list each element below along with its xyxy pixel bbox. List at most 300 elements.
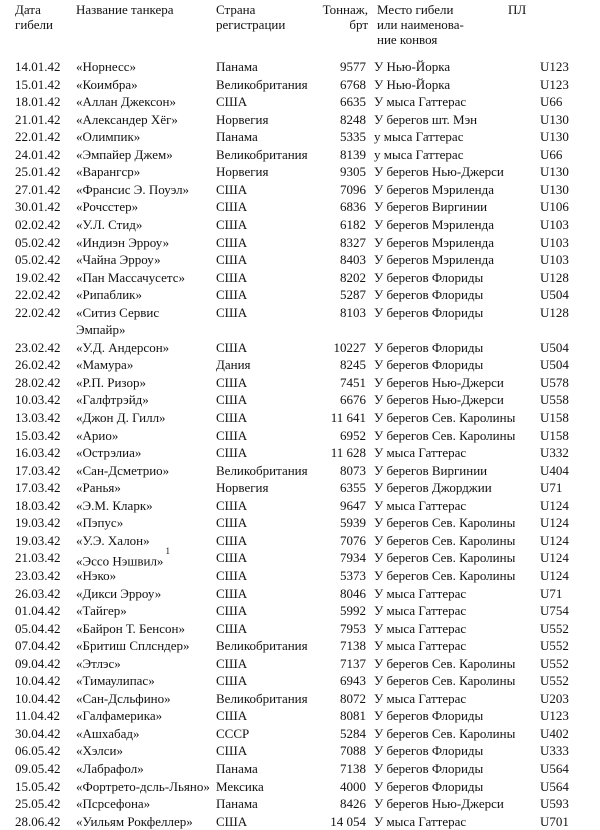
row-country: США — [216, 234, 248, 250]
row-place: У берегов Флориды — [374, 357, 484, 373]
row-date: 26.02.42 — [15, 357, 61, 373]
row-date: 10.04.42 — [15, 690, 61, 706]
row-tanker-name: «У.Э. Халон» — [76, 532, 150, 548]
row-date: 30.01.42 — [15, 199, 61, 215]
row-date: 23.03.42 — [15, 567, 61, 583]
row-tonnage: 8245 — [340, 357, 366, 373]
row-submarine: U124 — [540, 497, 569, 513]
table-row — [0, 620, 600, 637]
table-row — [0, 374, 600, 391]
table-row — [0, 251, 600, 268]
row-tonnage: 6768 — [340, 76, 366, 92]
row-date: 09.05.42 — [15, 761, 61, 776]
row-submarine: U130 — [540, 111, 569, 127]
row-tonnage: 7138 — [340, 638, 366, 654]
row-country: США — [216, 813, 248, 829]
table-row — [0, 742, 600, 759]
row-place: У берегов Сев. Каролины — [374, 532, 516, 548]
row-submarine: U130 — [540, 164, 569, 180]
table-row — [0, 760, 600, 777]
row-tonnage: 8202 — [340, 269, 366, 285]
row-place: У берегов Сев. Каролины — [374, 550, 516, 566]
row-date: 11.04.42 — [15, 708, 61, 724]
row-country: США — [216, 216, 248, 232]
table-row — [0, 269, 600, 286]
row-country: США — [216, 339, 248, 355]
row-place: У берегов Флориды — [374, 778, 484, 794]
row-tanker-name: «Пан Массачусетс» — [76, 269, 185, 285]
row-date: 07.04.42 — [15, 638, 61, 654]
table-row — [0, 58, 600, 75]
row-date: 30.04.42 — [15, 725, 61, 741]
row-place: У берегов Сев. Каролины — [374, 515, 516, 531]
row-date: 22.02.42 — [15, 287, 61, 303]
row-date: 17.03.42 — [15, 480, 61, 496]
row-tanker-name: «Тимаулипас» — [76, 673, 155, 689]
table-row — [0, 356, 600, 373]
row-tonnage: 5373 — [340, 567, 366, 583]
footnote-marker: 1 — [165, 546, 170, 557]
row-tanker-name: «Александер Хёг» — [76, 111, 178, 127]
row-tonnage: 6635 — [340, 94, 366, 110]
row-submarine: U66 — [540, 94, 563, 110]
row-date: 15.03.42 — [15, 427, 61, 443]
row-tonnage: 7096 — [340, 181, 366, 197]
row-place: У берегов Сев. Каролины — [374, 673, 516, 689]
row-tonnage: 6355 — [340, 480, 366, 496]
row-tonnage: 5284 — [340, 725, 366, 741]
row-country: Великобритания — [216, 638, 308, 654]
table-row — [0, 146, 600, 163]
row-tonnage: 8327 — [340, 234, 366, 250]
row-tonnage: 6952 — [340, 427, 366, 443]
row-country: США — [216, 708, 248, 724]
row-country: Мексика — [216, 778, 264, 794]
row-submarine: U130 — [540, 181, 569, 197]
table-row — [0, 585, 600, 602]
row-tonnage: 9577 — [340, 59, 366, 74]
table-row — [0, 690, 600, 707]
row-country: Панама — [216, 761, 258, 776]
row-country: Великобритания — [216, 462, 308, 478]
table-row — [0, 427, 600, 444]
row-submarine: U124 — [540, 567, 569, 583]
row-country: Панама — [216, 796, 258, 812]
row-place: У Нью-Йорка — [374, 76, 451, 92]
row-place: У мыса Гаттерас — [374, 813, 467, 829]
row-date: 09.04.42 — [15, 655, 61, 671]
row-country: США — [216, 392, 248, 408]
row-date: 19.03.42 — [15, 515, 61, 531]
row-date: 10.04.42 — [15, 673, 61, 689]
header-country: Страна регистрации — [216, 2, 286, 32]
row-tonnage: 8072 — [340, 690, 366, 706]
row-submarine: U71 — [540, 585, 563, 601]
row-tanker-name: «Олимпик» — [76, 129, 141, 145]
row-country: США — [216, 374, 248, 390]
row-tanker-name: «Хэлси» — [76, 743, 123, 759]
table-row — [0, 546, 600, 569]
row-place: У берегов Сев. Каролины — [374, 655, 516, 671]
row-tanker-name: «Р.П. Ризор» — [76, 374, 146, 390]
row-tonnage: 7953 — [340, 620, 366, 636]
row-date: 05.02.42 — [15, 252, 61, 268]
row-submarine: U552 — [540, 673, 569, 689]
row-tanker-name: «Коимбра» — [76, 76, 138, 92]
row-tonnage: 6943 — [340, 673, 366, 689]
row-date: 02.02.42 — [15, 216, 61, 232]
row-country: США — [216, 603, 248, 619]
row-tanker-name: «У.Л. Стид» — [76, 216, 143, 232]
row-tanker-name: «Мамура» — [76, 357, 134, 373]
row-tonnage: 7076 — [340, 532, 366, 548]
row-tonnage: 14 054 — [330, 813, 366, 829]
row-country: Панама — [216, 129, 258, 145]
table-row — [0, 602, 600, 619]
row-tanker-name: «Бритиш Сплсндер» — [76, 638, 190, 654]
row-submarine: U130 — [540, 129, 569, 145]
row-tanker-name: «Э.М. Кларк» — [76, 497, 153, 513]
row-tonnage: 9305 — [340, 164, 366, 180]
row-place: У мыса Гаттерас — [374, 603, 467, 619]
row-tonnage: 5287 — [340, 287, 366, 303]
row-tonnage: 11 641 — [330, 410, 366, 425]
row-submarine: U106 — [540, 199, 569, 215]
row-place: У берегов шт. Мэн — [374, 111, 478, 127]
row-submarine: U504 — [540, 339, 569, 355]
row-submarine: U103 — [540, 252, 569, 268]
row-tonnage: 8248 — [340, 111, 366, 127]
row-place: У мыса Гаттерас — [374, 585, 467, 601]
row-date: 21.01.42 — [15, 111, 61, 127]
row-country: США — [216, 743, 248, 759]
row-submarine: U123 — [540, 708, 569, 724]
row-submarine: U701 — [540, 813, 569, 829]
table-row — [0, 181, 600, 198]
row-tanker-name: «Арио» — [76, 427, 119, 443]
row-tanker-name: «Рипаблик» — [76, 287, 142, 303]
row-submarine: U754 — [540, 603, 569, 619]
row-place: У берегов Виргинии — [374, 462, 488, 478]
row-tanker-name: «Эссо Нэшвил»$^1$ — [76, 546, 170, 569]
row-submarine: U128 — [540, 269, 569, 285]
table-row — [0, 216, 600, 233]
row-place: у мыса Гаттерас — [374, 129, 464, 145]
row-place: У берегов Виргинии — [374, 199, 488, 215]
row-date: 26.03.42 — [15, 585, 61, 601]
row-place: У берегов Флориды — [374, 708, 484, 724]
table-row — [0, 76, 600, 93]
row-country: США — [216, 585, 248, 601]
row-tonnage: 8139 — [340, 146, 366, 162]
row-tanker-name: «Дикси Эрроу» — [76, 585, 162, 601]
table-row — [0, 479, 600, 496]
row-place: У Нью-Йорка — [374, 59, 451, 74]
table-row — [0, 497, 600, 514]
row-tonnage: 7451 — [340, 374, 366, 390]
header-sub: ПЛ — [508, 2, 527, 17]
row-place: У берегов Флориды — [374, 761, 484, 776]
row-place: У берегов Флориды — [374, 287, 484, 303]
row-submarine: U124 — [540, 532, 569, 548]
row-submarine: U558 — [540, 392, 569, 408]
row-date: 21.03.42 — [15, 550, 61, 566]
row-place: У берегов Флориды — [374, 269, 484, 285]
row-tanker-name: «Эмпайер Джем» — [76, 146, 173, 162]
row-submarine: U504 — [540, 357, 569, 373]
row-tanker-name: «Уильям Рокфеллер» — [76, 813, 193, 829]
row-country: США — [216, 304, 248, 320]
table-row — [0, 655, 600, 672]
table-row — [0, 391, 600, 408]
row-tonnage: 8426 — [340, 796, 366, 812]
row-tanker-name: «Сан-Дсметрио» — [76, 462, 170, 478]
row-tanker-name: «Норнесс» — [76, 59, 136, 74]
row-date: 19.02.42 — [15, 269, 61, 285]
row-tanker-name: «Аллан Джексон» — [76, 94, 177, 110]
row-place: У берегов Нью-Джерси — [374, 164, 504, 180]
row-date: 23.02.42 — [15, 339, 61, 355]
row-date: 19.03.42 — [15, 532, 61, 548]
row-date: 15.05.42 — [15, 778, 61, 794]
row-submarine: U402 — [540, 725, 569, 741]
table-row — [0, 286, 600, 303]
row-date: 22.02.42 — [15, 304, 61, 320]
row-place: У берегов Сев. Каролины — [374, 410, 516, 425]
row-tanker-name: «Острэлиа» — [76, 445, 142, 461]
row-tonnage: 8046 — [340, 585, 366, 601]
row-place: У берегов Мэриленда — [374, 252, 495, 268]
row-country: США — [216, 269, 248, 285]
row-tonnage: 6836 — [340, 199, 366, 215]
row-tonnage: 6182 — [340, 216, 366, 232]
row-country: Панама — [216, 59, 258, 74]
row-place: У берегов Флориды — [374, 743, 484, 759]
row-tanker-name: «Ашхабад» — [76, 725, 140, 741]
row-tanker-name: «Галфтрэйд» — [76, 392, 149, 408]
row-tonnage: 7934 — [340, 550, 366, 566]
table-row — [0, 163, 600, 180]
row-submarine: U158 — [540, 410, 569, 425]
row-tonnage: 8073 — [340, 462, 366, 478]
row-tanker-name: «У.Д. Андерсон» — [76, 339, 170, 355]
row-submarine: U203 — [540, 690, 569, 706]
row-submarine: U71 — [540, 480, 563, 496]
row-submarine: U332 — [540, 445, 569, 461]
row-country: Великобритания — [216, 76, 308, 92]
row-date: 27.01.42 — [15, 181, 61, 197]
table-row — [0, 444, 600, 461]
row-tanker-name: «Байрон Т. Бенсон» — [76, 620, 185, 636]
row-place: У берегов Мэриленда — [374, 216, 495, 232]
row-country: США — [216, 410, 248, 425]
row-place: У мыса Гаттерас — [374, 497, 467, 513]
row-date: 18.03.42 — [15, 497, 61, 513]
table-row — [0, 725, 600, 742]
row-tanker-name: «Лабрафол» — [76, 761, 144, 776]
row-date: 14.01.42 — [15, 59, 61, 74]
row-tonnage: 5992 — [340, 603, 366, 619]
row-submarine: U123 — [540, 59, 569, 74]
row-submarine: U158 — [540, 427, 569, 443]
table-row — [0, 567, 600, 584]
row-tanker-name: «Тайгер» — [76, 603, 127, 619]
row-tonnage: 5939 — [340, 515, 366, 531]
row-date: 18.01.42 — [15, 94, 61, 110]
row-submarine: U504 — [540, 287, 569, 303]
row-country: США — [216, 287, 248, 303]
row-submarine: U123 — [540, 76, 569, 92]
row-place: У мыса Гаттерас — [374, 445, 467, 461]
row-country: Великобритания — [216, 146, 308, 162]
row-date: 17.03.42 — [15, 462, 61, 478]
row-country: Норвегия — [216, 164, 269, 180]
row-tonnage: 11 628 — [330, 445, 366, 461]
row-submarine: U593 — [540, 796, 569, 812]
row-submarine: U66 — [540, 146, 563, 162]
row-date: 06.05.42 — [15, 743, 61, 759]
row-tanker-name: «Индиэн Эрроу» — [76, 234, 170, 250]
row-tanker-name: «Псрсефона» — [76, 796, 151, 812]
table-row — [0, 128, 600, 145]
table-row — [0, 409, 600, 426]
row-submarine: U124 — [540, 550, 569, 566]
row-country: США — [216, 181, 248, 197]
row-tonnage: 7138 — [340, 761, 366, 776]
row-tonnage: 6676 — [340, 392, 366, 408]
row-country: США — [216, 673, 248, 689]
header-name: Название танкера — [76, 2, 174, 17]
row-tonnage: 9647 — [340, 497, 366, 513]
row-tanker-name: «Фортрето-дсль-Льяно» — [76, 778, 210, 794]
row-tonnage: 10227 — [333, 339, 366, 355]
row-submarine: U103 — [540, 234, 569, 250]
table-row — [0, 637, 600, 654]
row-country: Норвегия — [216, 480, 269, 496]
row-tanker-name: «Нэко» — [76, 567, 117, 583]
row-tanker-name: «Джон Д. Гилл» — [76, 410, 166, 425]
row-country: США — [216, 567, 248, 583]
row-tanker-name: «Ранья» — [76, 480, 121, 496]
row-place: У мыса Гаттерас — [374, 638, 467, 654]
row-country: США — [216, 515, 248, 531]
row-tanker-name: «Этлэс» — [76, 655, 121, 671]
row-submarine: U333 — [540, 743, 569, 759]
row-tanker-name: «Варангср» — [76, 164, 141, 180]
table-row — [0, 462, 600, 479]
row-date: 24.01.42 — [15, 146, 61, 162]
row-tonnage: 4000 — [340, 778, 366, 794]
row-submarine: U552 — [540, 620, 569, 636]
row-submarine: U128 — [540, 304, 569, 320]
row-date: 16.03.42 — [15, 445, 61, 461]
row-country: США — [216, 655, 248, 671]
row-country: США — [216, 94, 248, 110]
table-row — [0, 339, 600, 356]
row-tonnage: 5335 — [340, 129, 366, 145]
row-place: У берегов Джорджии — [374, 480, 492, 496]
row-place: У берегов Мэриленда — [374, 234, 495, 250]
table-row — [0, 93, 600, 110]
row-country: США — [216, 199, 248, 215]
table-row — [0, 813, 600, 830]
row-place: У мыса Гаттерас — [374, 690, 467, 706]
row-tanker-name: «Галфамерика» — [76, 708, 163, 724]
table-row — [0, 304, 600, 338]
row-tanker-name: «Франсис Э. Поуэл» — [76, 181, 190, 197]
row-place: У берегов Сев. Каролины — [374, 427, 516, 443]
row-country: Норвегия — [216, 111, 269, 127]
row-place: У берегов Нью-Джерси — [374, 796, 504, 812]
row-tonnage: 8103 — [340, 304, 366, 320]
row-tanker-name: «Сан-Дсльфино» — [76, 690, 171, 706]
row-country: СССР — [216, 725, 250, 741]
table-row — [0, 532, 600, 549]
row-tanker-name: «Рочсстер» — [76, 199, 139, 215]
row-tonnage: 8081 — [340, 708, 366, 724]
row-tonnage: 7137 — [340, 655, 366, 671]
table-row — [0, 795, 600, 812]
row-submarine: U404 — [540, 462, 569, 478]
row-place: У берегов Мэриленда — [374, 181, 495, 197]
row-place: У берегов Флориды — [374, 304, 484, 320]
row-tanker-name: «Пэпус» — [76, 515, 124, 531]
row-submarine: U124 — [540, 515, 569, 531]
row-country: США — [216, 620, 248, 636]
row-place: У мыса Гаттерас — [374, 94, 467, 110]
row-tonnage: 7088 — [340, 743, 366, 759]
table-row — [0, 514, 600, 531]
row-country: США — [216, 532, 248, 548]
row-country: США — [216, 550, 248, 566]
row-submarine: U552 — [540, 655, 569, 671]
table-row — [0, 198, 600, 215]
row-country: Дания — [216, 357, 251, 373]
row-date: 25.01.42 — [15, 164, 61, 180]
row-tonnage: 8403 — [340, 252, 366, 268]
table-row — [0, 778, 600, 795]
row-tanker-name: «Ситиз Сервис Эмпайр» — [76, 304, 160, 337]
header-date: Дата гибели — [15, 2, 53, 32]
row-country: США — [216, 252, 248, 268]
header-tonnage: Тоннаж, брт — [322, 2, 368, 32]
row-submarine: U103 — [540, 216, 569, 232]
row-country: Великобритания — [216, 690, 308, 706]
row-date: 01.04.42 — [15, 603, 61, 619]
row-country: США — [216, 427, 248, 443]
table-row — [0, 672, 600, 689]
row-submarine: U578 — [540, 374, 569, 390]
row-date: 05.02.42 — [15, 234, 61, 250]
row-submarine: U564 — [540, 761, 569, 776]
row-submarine: U564 — [540, 778, 569, 794]
row-place: у мыса Гаттерас — [374, 146, 464, 162]
row-place: У берегов Нью-Джерси — [374, 392, 504, 408]
table-row — [0, 111, 600, 128]
row-date: 15.01.42 — [15, 76, 61, 92]
table-row — [0, 234, 600, 251]
row-date: 13.03.42 — [15, 410, 61, 425]
row-date: 28.02.42 — [15, 374, 61, 390]
table-row — [0, 707, 600, 724]
row-date: 25.05.42 — [15, 796, 61, 812]
row-place: У берегов Флориды — [374, 339, 484, 355]
row-submarine: U552 — [540, 638, 569, 654]
row-place: У берегов Сев. Каролины — [374, 725, 516, 741]
row-tanker-name: «Чайна Эрроу» — [76, 252, 161, 268]
row-place: У берегов Сев. Каролины — [374, 567, 516, 583]
row-country: США — [216, 445, 248, 461]
